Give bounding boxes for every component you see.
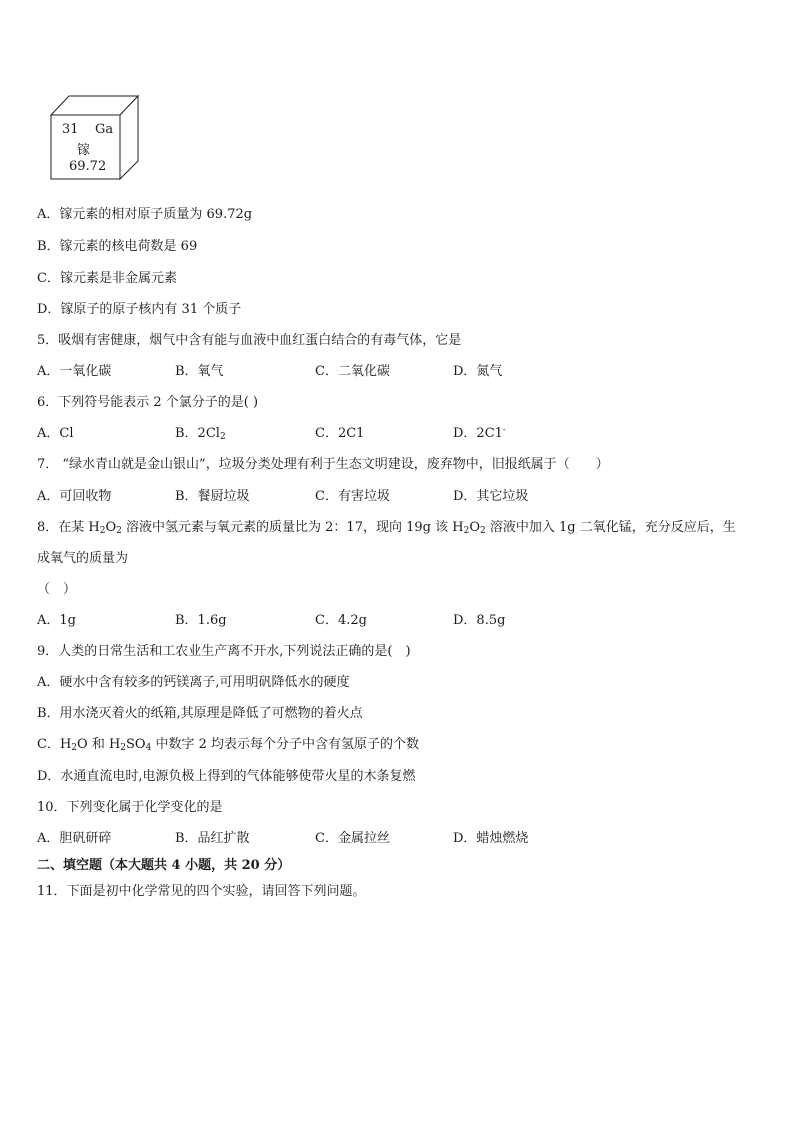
q6-option-c: C．2C1 [315,426,365,441]
q9-option-c-part: 中数字 2 均表示每个分子中含有氢原子的个数 [151,737,420,752]
q7-option-c: C．有害垃圾 [315,489,390,504]
q7-option-a: A．可回收物 [37,489,112,504]
element-symbol: Ga [95,122,114,137]
q8-stem-line1 [37,519,736,537]
q8-answer-paren: （ ） [37,582,77,597]
q10-option-b: B．品红扩散 [175,831,250,846]
gallium-element-card [48,93,140,181]
q8-stem-part: 溶液中加入 1g 二氧化锰，充分反应后，生 [485,520,736,535]
q7-stem: 7． “绿水青山就是金山银山”，垃圾分类处理有利于生态文明建设，废弃物中，旧报纸属于（ ） [37,457,609,472]
atomic-mass: 69.72 [69,159,107,174]
q6-option-d [453,425,506,443]
q6-option-b [175,425,226,443]
q8-subscript: 2 [479,526,486,536]
q8-stem-part: O [105,520,117,535]
q9-option-c [37,736,419,754]
q8-option-d: D．8.5g [453,613,506,628]
q10-stem: 10．下列变化属于化学变化的是 [37,800,223,815]
q7-option-d: D．其它垃圾 [453,489,529,504]
element-name: 镓 [77,143,91,158]
q6-option-d-superscript: - [502,425,506,434]
q5-option-a: A．一氧化碳 [37,364,112,379]
q5-option-d: D．氮气 [453,364,503,379]
q9-option-c-part: O 和 H [77,737,121,752]
q8-option-a: A．1g [37,613,76,628]
q10-option-a: A．胆矾研碎 [37,831,112,846]
q6-option-a: A．Cl [37,426,74,441]
q9-stem: 9．人类的日常生活和工农业生产离不开水,下列说法正确的是( ) [37,644,411,659]
q11-stem: 11．下面是初中化学常见的四个实验，请回答下列问题。 [37,884,366,899]
q8-subscript: 2 [116,526,122,536]
q4-option-b: B．镓元素的核电荷数是 69 [37,239,198,254]
q9-option-d: D．水通直流电时,电源负极上得到的气体能够使带火星的木条复燃 [37,769,416,784]
q9-option-c-part: SO [126,737,146,752]
q9-option-b: B．用水浇灭着火的纸箱,其原理是降低了可燃物的着火点 [37,706,363,721]
q9-option-c-subscript: 2 [71,743,78,753]
q8-option-c: C．4.2g [315,613,367,628]
q7-option-b: B．餐厨垃圾 [175,489,250,504]
q4-option-d: D．镓原子的原子核内有 31 个质子 [37,302,242,317]
q5-option-b: B．氧气 [175,364,224,379]
q8-subscript: 2 [463,526,470,536]
q6-option-d-text: D．2C1 [453,426,503,441]
q9-option-c-subscript: 4 [145,743,152,753]
q6-option-b-subscript: 2 [219,432,226,442]
q8-stem-part: O [469,520,480,535]
q4-option-c: C．镓元素是非金属元素 [37,271,177,286]
q6-stem: 6．下列符号能表示 2 个氯分子的是( ) [37,395,259,410]
q8-option-b: B．1.6g [175,613,227,628]
atomic-number: 31 [62,122,79,137]
section-heading: 二、填空题（本大题共 4 小题，共 20 分） [37,858,291,873]
q8-stem-part: 溶液中氢元素与氧元素的质量比为 2：17，现向 19g 该 H [121,520,464,535]
q6-option-b-text: B．2Cl [175,426,220,441]
q10-option-d: D．蜡烛燃烧 [453,831,529,846]
q8-stem-line2: 成氧气的质量为 [37,551,129,566]
q10-option-c: C．金属拉丝 [315,831,390,846]
q5-option-c: C．二氧化碳 [315,364,390,379]
q9-option-a: A．硬水中含有较多的钙镁离子,可用明矾降低水的硬度 [37,675,350,690]
q8-subscript: 2 [99,526,106,536]
q5-stem: 5．吸烟有害健康，烟气中含有能与血液中血红蛋白结合的有毒气体，它是 [37,333,462,348]
q4-option-a: A．镓元素的相对原子质量为 69.72g [37,207,253,222]
q9-option-c-subscript: 2 [120,743,127,753]
q8-stem-part: 8．在某 H [37,520,100,535]
q9-option-c-part: C．H [37,737,72,752]
